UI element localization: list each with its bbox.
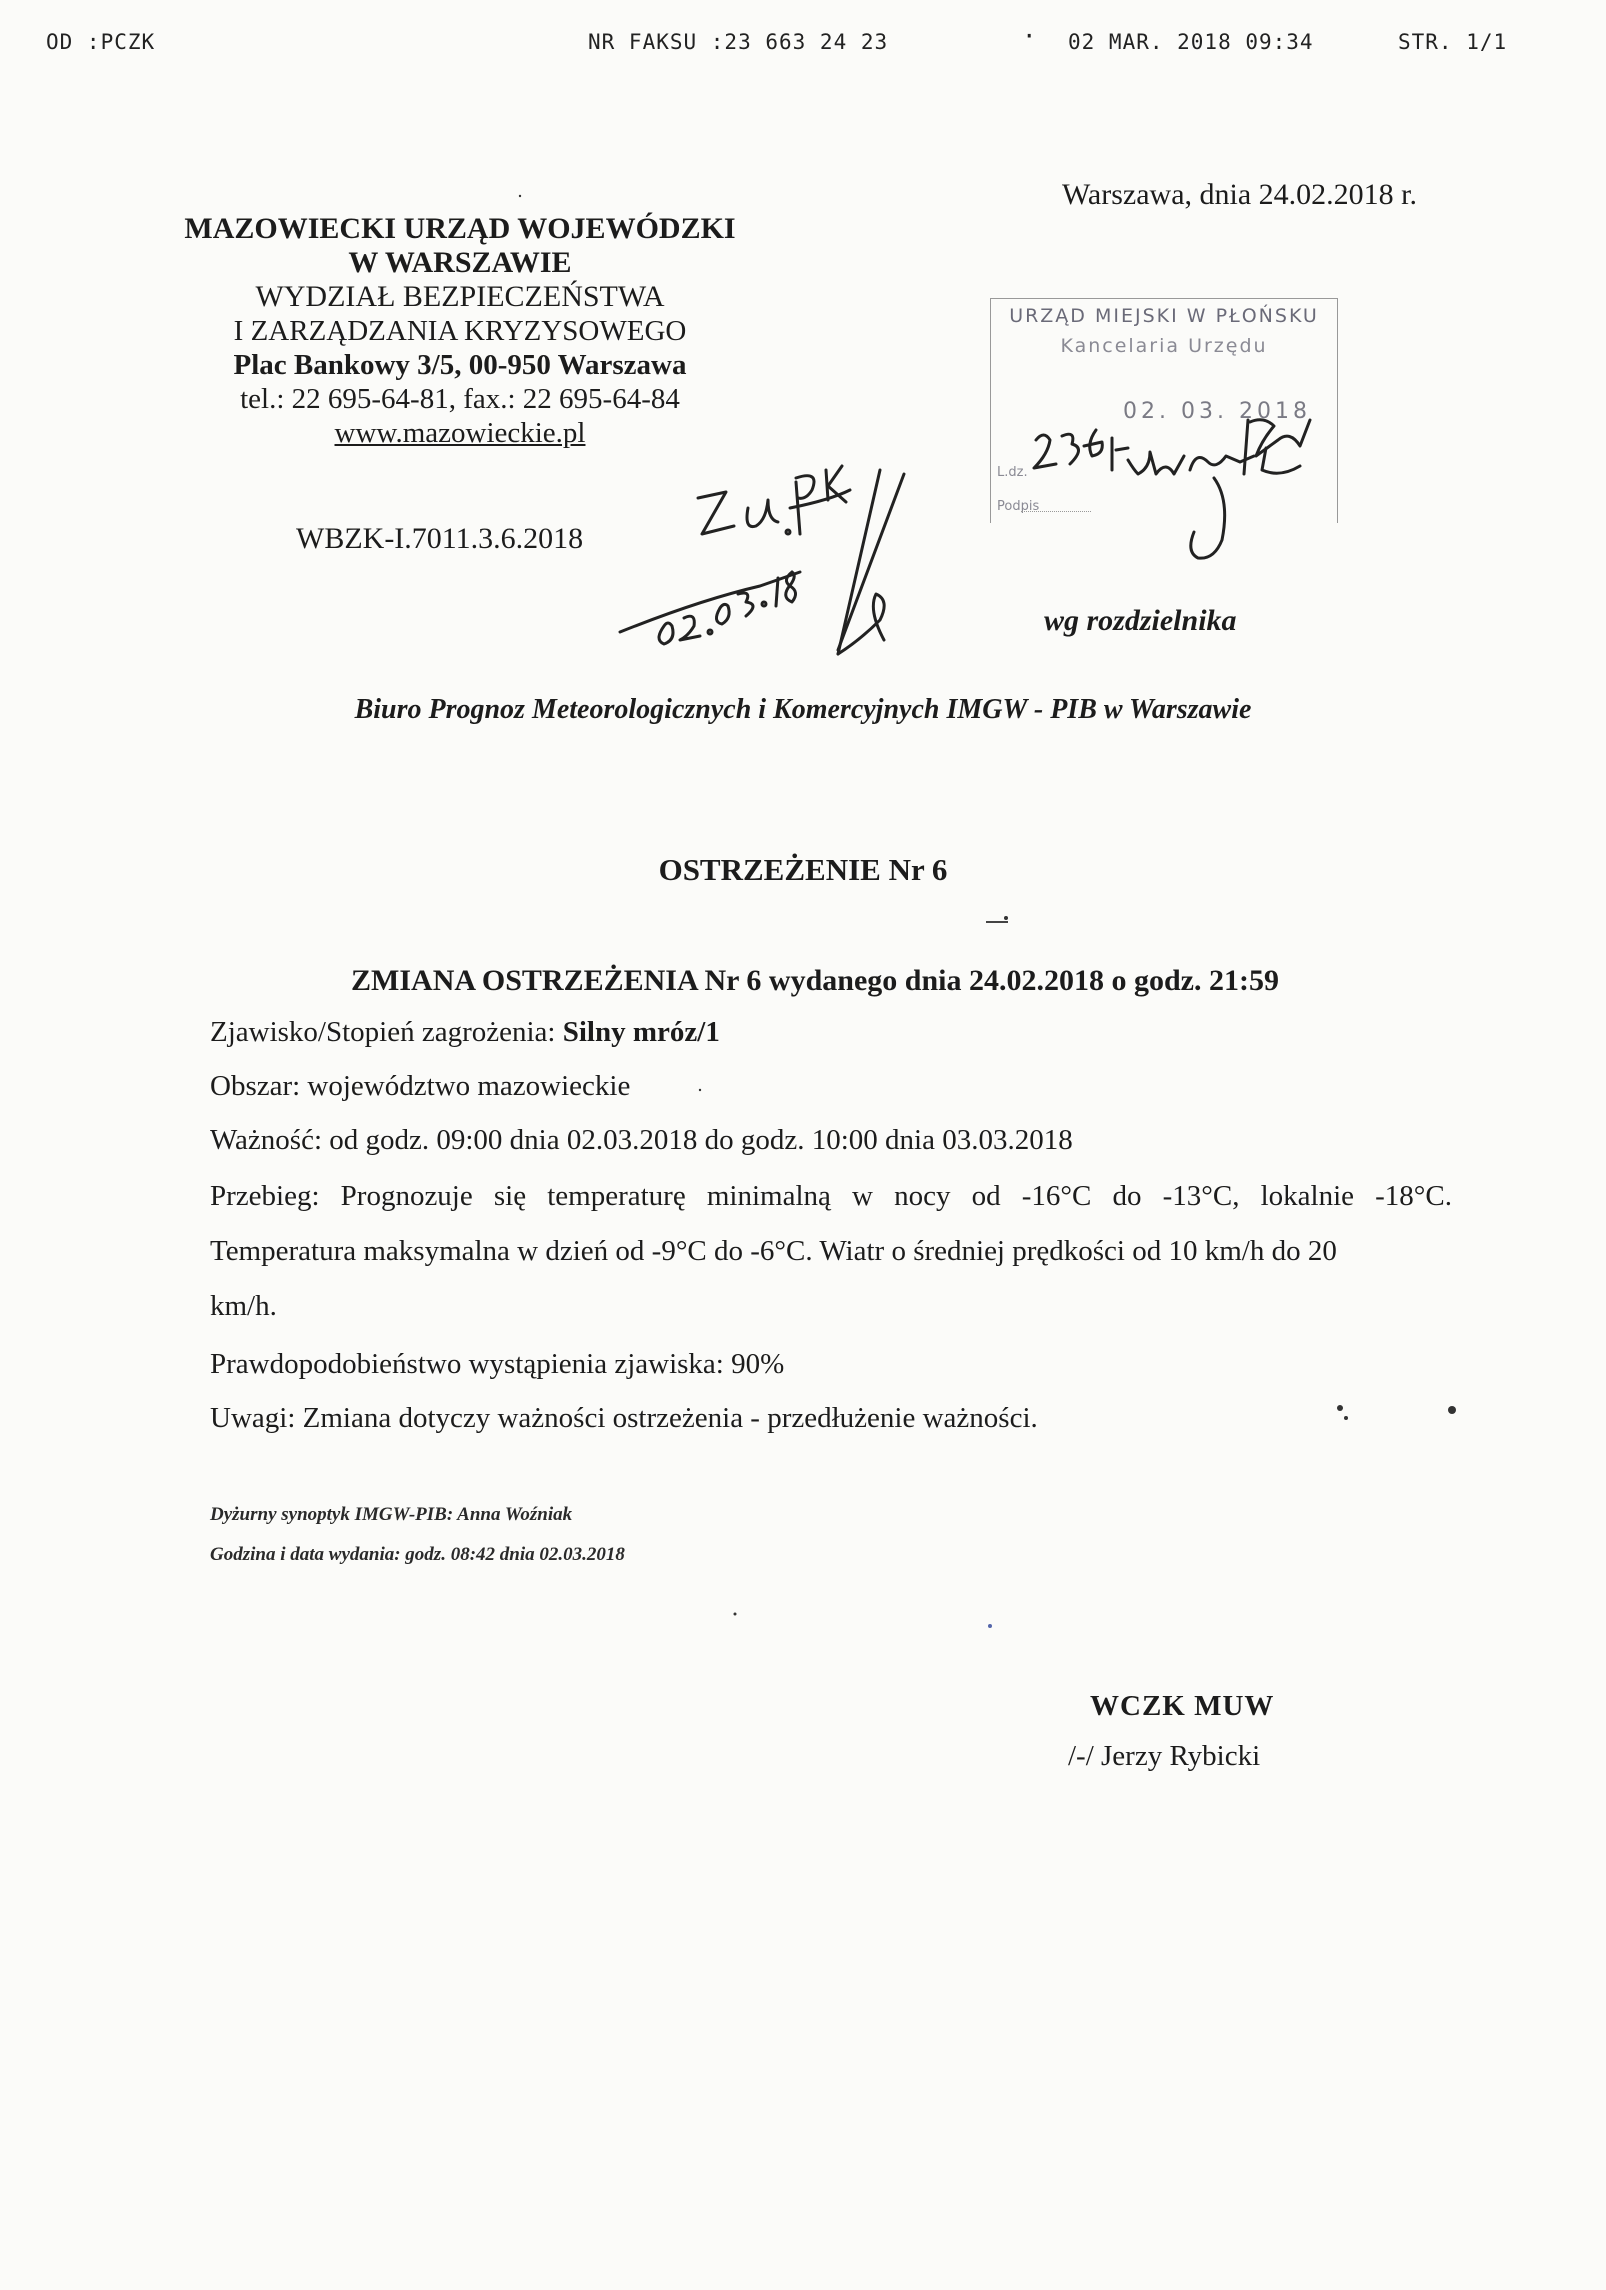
fax-dot: ·: [1022, 22, 1038, 50]
duty-synoptic: Dyżurny synoptyk IMGW-PIB: Anna Woźniak: [210, 1504, 573, 1525]
signature-department: WCZK MUW: [1090, 1690, 1275, 1722]
course-line-3: km/h.: [210, 1290, 277, 1322]
issue-time: Godzina i data wydania: godz. 08:42 dnia 02.03.2018: [210, 1544, 625, 1565]
sender-office: MAZOWIECKI URZĄD WOJEWÓDZKI: [184, 212, 736, 245]
stamp-title: URZĄD MIEJSKI W PŁOŃSKU: [1009, 305, 1319, 327]
stamp-signature-label: Podpis: [997, 499, 1040, 514]
fax-number: NR FAKSU :23 663 24 23: [588, 30, 889, 54]
stamp-date: 02. 03. 2018: [1123, 399, 1311, 424]
validity-line: Ważność: od godz. 09:00 dnia 02.03.2018 do godz. 10:00 dnia 03.03.2018: [210, 1124, 1073, 1156]
sender-department: WYDZIAŁ BEZPIECZEŃSTWA: [255, 280, 665, 313]
area-line: Obszar: województwo mazowieckie: [210, 1070, 631, 1102]
course-line-2: Temperatura maksymalna w dzień od -9°C do -6°C. Wiatr o średniej prędkości od 10 km/h do 20: [210, 1235, 1337, 1267]
addressee: wg rozdzielnika: [1044, 604, 1237, 637]
fax-sender: OD :PCZK: [46, 30, 156, 54]
change-title: ZMIANA OSTRZEŻENIA Nr 6 wydanego dnia 24.02.2018 o godz. 21:59: [351, 964, 1279, 997]
signature-name: /-/ Jerzy Rybicki: [1068, 1740, 1261, 1772]
notes-line: Uwagi: Zmiana dotyczy ważności ostrzeżenia - przedłużenie ważności.: [210, 1402, 1038, 1434]
issuing-bureau: Biuro Prognoz Meteorologicznych i Komercyjnych IMGW - PIB w Warszawie: [354, 694, 1252, 725]
phenomenon-value: Silny mróz/1: [562, 1016, 720, 1048]
warning-title: OSTRZEŻENIE Nr 6: [658, 852, 948, 887]
sender-contact: tel.: 22 695-64-81, fax.: 22 695-64-84: [240, 383, 680, 415]
place-and-date: Warszawa, dnia 24.02.2018 r.: [1062, 178, 1417, 211]
stamp-subtitle: Kancelaria Urzędu: [1060, 335, 1268, 357]
sender-address: Plac Bankowy 3/5, 00-950 Warszawa: [233, 349, 687, 381]
probability-line: Prawdopodobieństwo wystąpienia zjawiska: 90%: [210, 1348, 785, 1380]
course-line-1: Przebieg: Prognozuje się temperaturę minimalną w nocy od -16°C do -13°C, lokalnie -18°C.: [210, 1180, 1452, 1212]
sender-department-2: I ZARZĄDZANIA KRYZYSOWEGO: [233, 315, 687, 347]
sender-city: W WARSZAWIE: [348, 246, 572, 279]
stamp-ldz-label: L.dz.: [997, 465, 1028, 480]
phenomenon-label: Zjawisko/Stopień zagrożenia:: [210, 1016, 563, 1048]
fax-datetime: 02 MAR. 2018 09:34: [1068, 30, 1314, 54]
sender-website-link[interactable]: www.mazowieckie.pl: [334, 417, 586, 449]
fax-page-number: STR. 1/1: [1398, 30, 1508, 54]
case-number: WBZK-I.7011.3.6.2018: [296, 522, 584, 555]
